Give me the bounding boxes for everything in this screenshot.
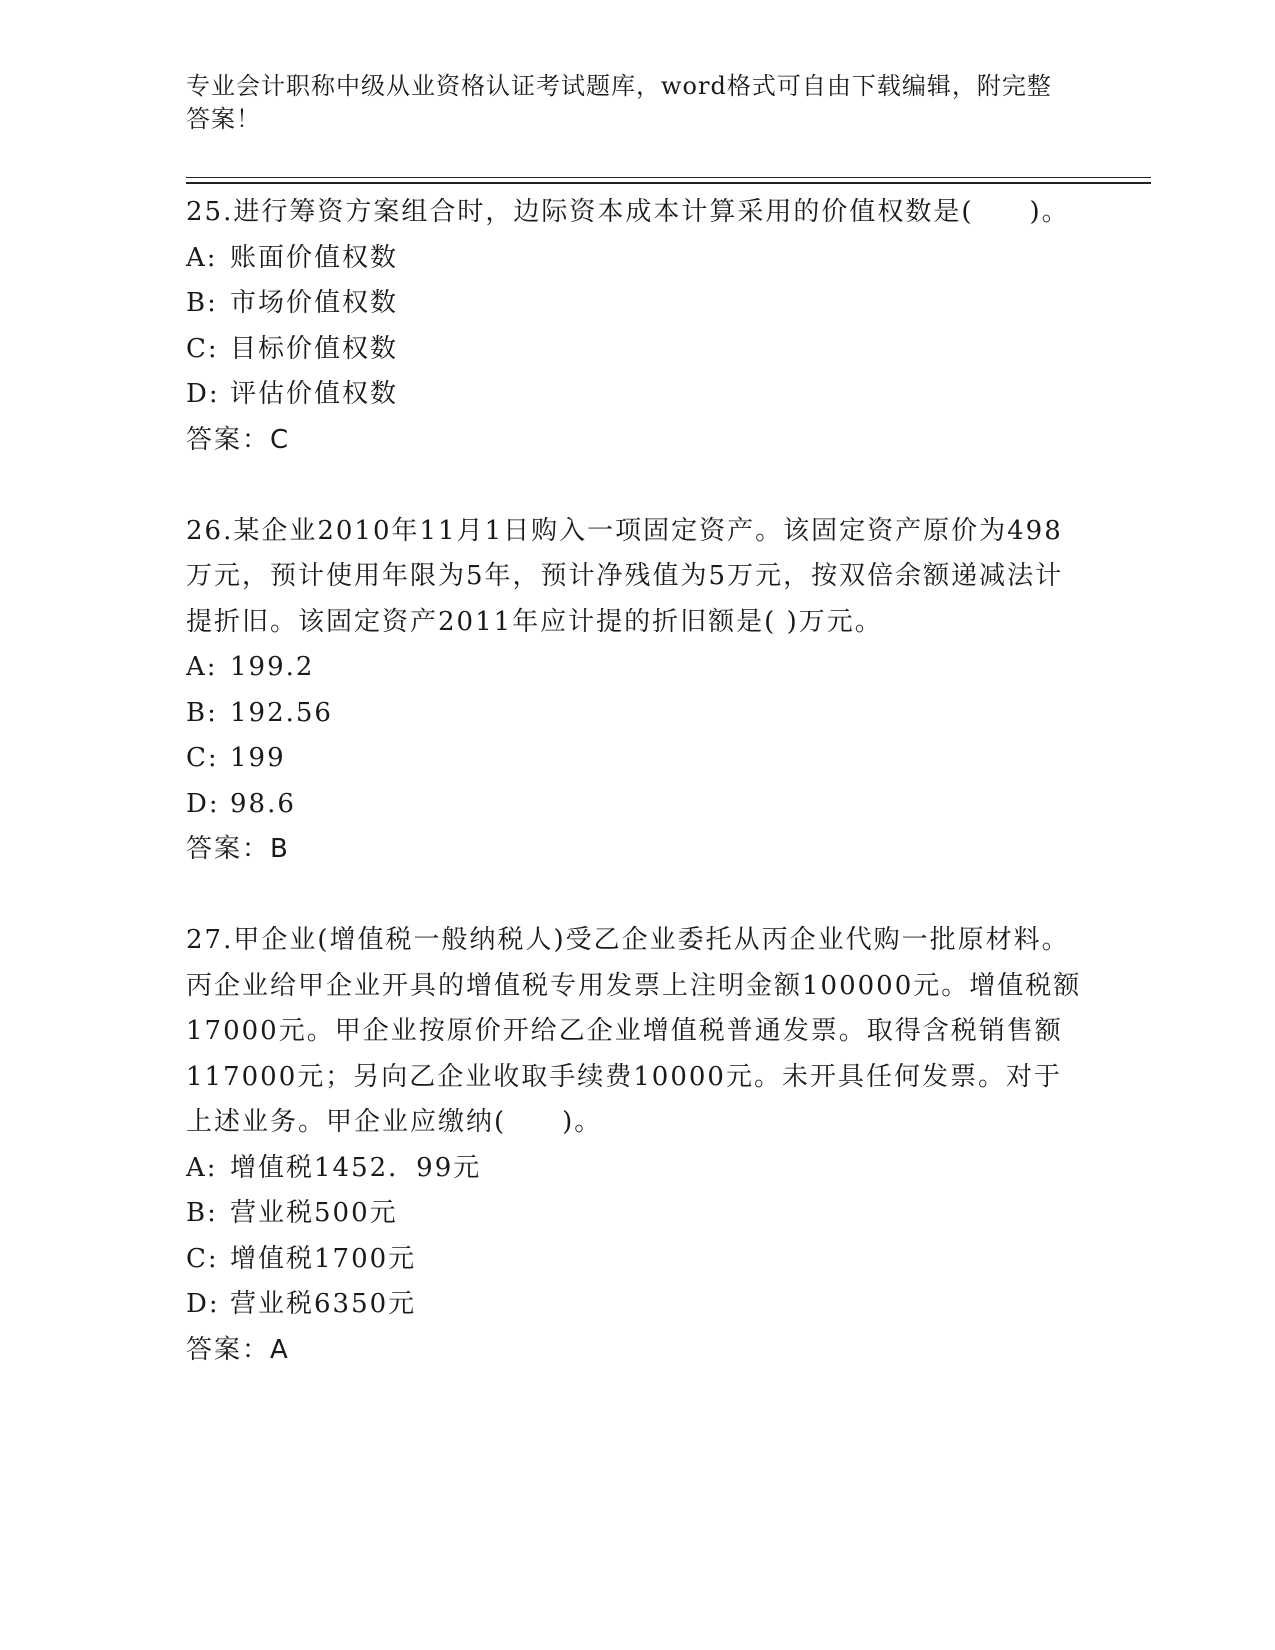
option-label: D: <box>186 788 220 819</box>
option-label: B: <box>186 1198 218 1228</box>
header-divider-thick <box>186 182 1151 184</box>
option-text: 目标价值权数 <box>230 333 399 364</box>
question-list <box>186 190 1086 1373</box>
option-label: C: <box>186 1243 219 1274</box>
option-text: 营业税500元 <box>230 1198 398 1228</box>
option-text: 市场价值权数 <box>230 288 399 318</box>
option-label: C: <box>186 743 219 773</box>
option-label: A: <box>186 652 218 682</box>
option-text: 营业税6350元 <box>230 1289 417 1319</box>
option-label: A: <box>186 242 218 273</box>
option-text: 199 <box>230 743 286 773</box>
document-header: 专业会计职称中级从业资格认证考试题库，word格式可自由下载编辑，附完整答案！ <box>186 72 1052 133</box>
answer-text: 答案：B <box>186 834 290 864</box>
option-text: 98.6 <box>230 788 296 819</box>
option-d <box>186 782 1086 828</box>
answer-text: 答案：C <box>186 424 291 455</box>
option-c <box>186 736 1086 782</box>
question-text: 27.甲企业(增值税一般纳税人)受乙企业委托从丙企业代购一批原材料。丙企业给甲企业开具的增值税专用发票上注明金额100000元。增值税额17000元。甲企业按原价开给乙企业增值税普通发票。取得含税销售额117000元；另向乙企业收取手续费10000元。未开具任何发票。对于上述业务。甲企业应缴纳( )。 <box>186 925 1082 1137</box>
answer-text: 答案：A <box>186 1334 290 1365</box>
option-text: 增值税1700元 <box>230 1243 417 1274</box>
question-spacer <box>186 873 1086 919</box>
option-label: C: <box>186 333 219 364</box>
option-text: 192.56 <box>230 697 333 728</box>
question-25 <box>186 190 1086 463</box>
option-text: 账面价值权数 <box>230 242 399 273</box>
option-label: B: <box>186 697 218 728</box>
option-a <box>186 645 1086 691</box>
header-divider-thin <box>186 177 1151 178</box>
question-27 <box>186 918 1086 1373</box>
option-a <box>186 1146 1086 1192</box>
option-a <box>186 236 1086 282</box>
option-text: 增值税1452．99元 <box>230 1152 482 1183</box>
option-d <box>186 1282 1086 1328</box>
option-b <box>186 1191 1086 1237</box>
option-label: A: <box>186 1152 218 1183</box>
question-spacer <box>186 463 1086 509</box>
option-b <box>186 691 1086 737</box>
question-text: 26.某企业2010年11月1日购入一项固定资产。该固定资产原价为498万元，预计使用年限为5年，预计净残值为5万元，按双倍余额递减法计提折旧。该固定资产2011年应计提的折旧额是( )万元。 <box>186 515 1064 637</box>
option-text: 评估价值权数 <box>230 379 399 409</box>
question-text: 25.进行筹资方案组合时，边际资本成本计算采用的价值权数是( )。 <box>186 197 1070 227</box>
option-c <box>186 327 1086 373</box>
question-26 <box>186 509 1086 873</box>
option-label: D: <box>186 379 220 409</box>
option-b <box>186 281 1086 327</box>
option-label: B: <box>186 288 218 318</box>
option-label: D: <box>186 1289 220 1319</box>
option-c <box>186 1237 1086 1283</box>
option-text: 199.2 <box>230 652 315 682</box>
option-d <box>186 372 1086 418</box>
